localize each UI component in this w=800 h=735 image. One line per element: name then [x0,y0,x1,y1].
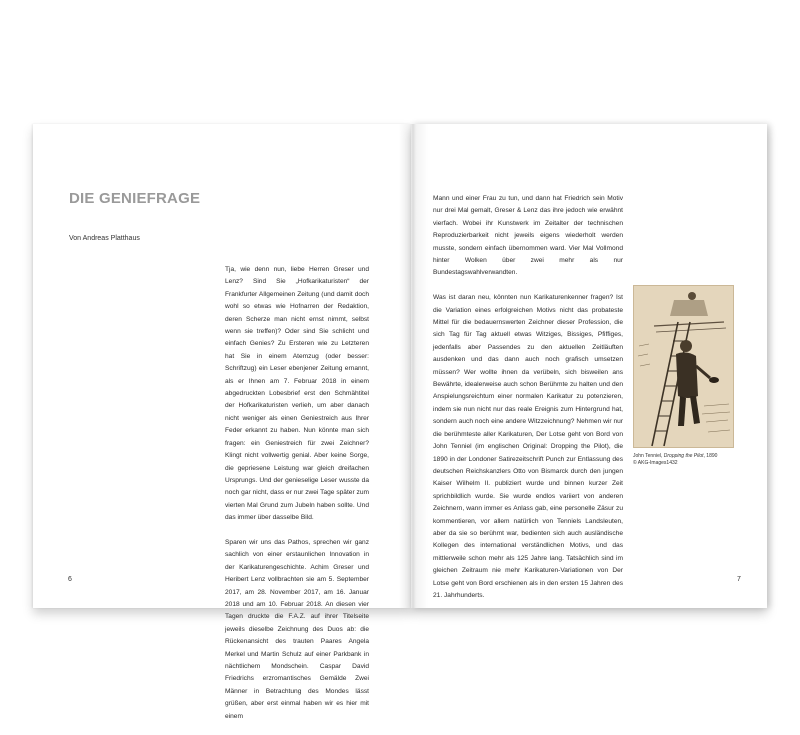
paragraph: Tja, wie denn nun, liebe Herren Greser und Lenz? Sind Sie „Hofkarikaturisten“ der Frankfurter Allgemeinen Zeitung (und damit doch wohl so etwas wie Hofnarren der Redaktion, deren Scherze man nicht ernst nimmt, selbst wenn sie treffen)? Oder sind Sie schlicht und einfach Genies? Zu Ersteren wie zu Letzteren hat Sie in einem Atemzug (oder besser: Schriftzug) ein Leser ebenjener Zeitung ernannt, als er Ihnen am 7. Februar 2018 in einem abgedruckten Lobesbrief erst den Schmähtitel der Hofkarikaturisten verlieh, um aber danach nicht weniger als einen Geniestreich aus Ihrer Feder erkannt zu haben. Nun könnte man sich fragen: ein Geniestreich für zwei Zeichner? Klingt nicht vollwertig genial. Aber keine Sorge, die gepriesene Leistung war gleich dreifachen Ursprungs. Und der genieselige Leser wusste da noch gar nicht, dass er nur zwei Tage später zum vierten Mal Grund zum Jubeln haben sollte. Und das immer über dasselbe Bild. [225,266,369,522]
page-title: DIE GENIEFRAGE [69,190,201,207]
dropping-the-pilot-drawing [634,286,733,447]
right-text-column [433,193,623,615]
paragraph: Was ist daran neu, könnten nun Karikaturenkenner fragen? Ist die Variation eines erfolgreichen Motivs nicht das probateste Mittel für die bedauernswerten Zeichner dieser Profession, die sich Tag für Tag aktuell etwas Witziges, Bissiges, Pfiffiges, jedenfalls aber Passendes zu den aktuellen Zeitläuften ausdenken und das dann auch noch grafisch umsetzen müssen? Wer wollte ihnen da verübeln, sich bisweilen ans Bewährte, idealerweise auch schon Berühmte zu halten und den Anspielungsreichtum einer normalen Karikatur zu potenzieren, indem sie nun nicht nur das reale Ereignis zum Hintergrund hat, sondern auch noch eine andere Witzzeichnung? Nehmen wir nur die berühmteste aller Karikaturen, Der Lotse geht von Bord von John Tenniel (im englischen Original: Dropping the Pilot), die 1890 in der Londoner Satirezeitschrift Punch zur Entlassung des deutschen Reichskanzlers Otto von Bismarck durch den jungen Kaiser Wilhelm II. publiziert wurde und binnen kurzer Zeit sprichbildlich wurde. Sie wurde endlos variiert von anderen Zeichnern, wann immer es Anlass gab, eine personelle Zäsur zu kommentieren, vor allem natürlich von Tenniels Landsleuten, aber da sie so berühmt war, bedienten sich auch ausländische Kollegen des international verständlichen Motivs, und das mittlerweile schon mehr als 125 Jahre lang. Tatsächlich sind im gleichen Zeitraum nie mehr Karikaturen-Variationen von Der Lotse geht von Bord erschienen als in den ersten 15 Jahren des 21. Jahrhunderts. [433,294,623,599]
byline: Von Andreas Platthaus [69,235,140,242]
page-number-left: 6 [68,576,72,583]
page-number-right: 7 [737,576,741,583]
caption-copyright: © AKG-Images1432 [633,460,678,466]
caption-credit-line [633,453,745,460]
figure-caption [633,453,745,467]
paragraph: Mann und einer Frau zu tun, und dann hat Friedrich sein Motiv nur drei Mal gemalt, Greser & Lenz das ihre jedoch wie erwähnt vierfach. Wobei ihr Kunstwerk im Zeitalter der technischen Reproduzierbarkeit nicht jeweils eigens wiederholt werden musste, sondern einfach übernommen ward. Vier Mal Vollmond hinter Wolken über zwei mehr als nur Bundestagswahlverwandten. [433,195,623,277]
right-page [411,124,767,608]
left-text-column [225,264,369,735]
caption-title: Dropping the Pilot [663,453,704,459]
book-spread [33,124,767,720]
caption-year: , 1890 [703,453,718,459]
caption-artist: John Tenniel, [633,453,664,459]
paragraph: Sparen wir uns das Pathos, sprechen wir ganz sachlich von einer erstaunlichen Innovation in der Karikaturengeschichte. Achim Greser und Heribert Lenz vollbrachten sie am 5. September 2017, am 28. November 2017, am 16. Januar 2018 und am 10. Februar 2018. An diesen vier Tagen druckte die F.A.Z. auf ihrer Titelseite jeweils dieselbe Zeichnung des Duos ab: die Rückenansicht des trauten Paares Angela Merkel und Martin Schulz auf einer Parkbank in nächtlichem Mondschein. Caspar David Friedrichs erzromantisches Gemälde Zwei Männer in Betrachtung des Mondes lässt grüßen, aber erst einmal haben wir es hier mit einem [225,538,369,720]
cartoon-illustration [633,285,734,448]
left-page [33,124,411,720]
